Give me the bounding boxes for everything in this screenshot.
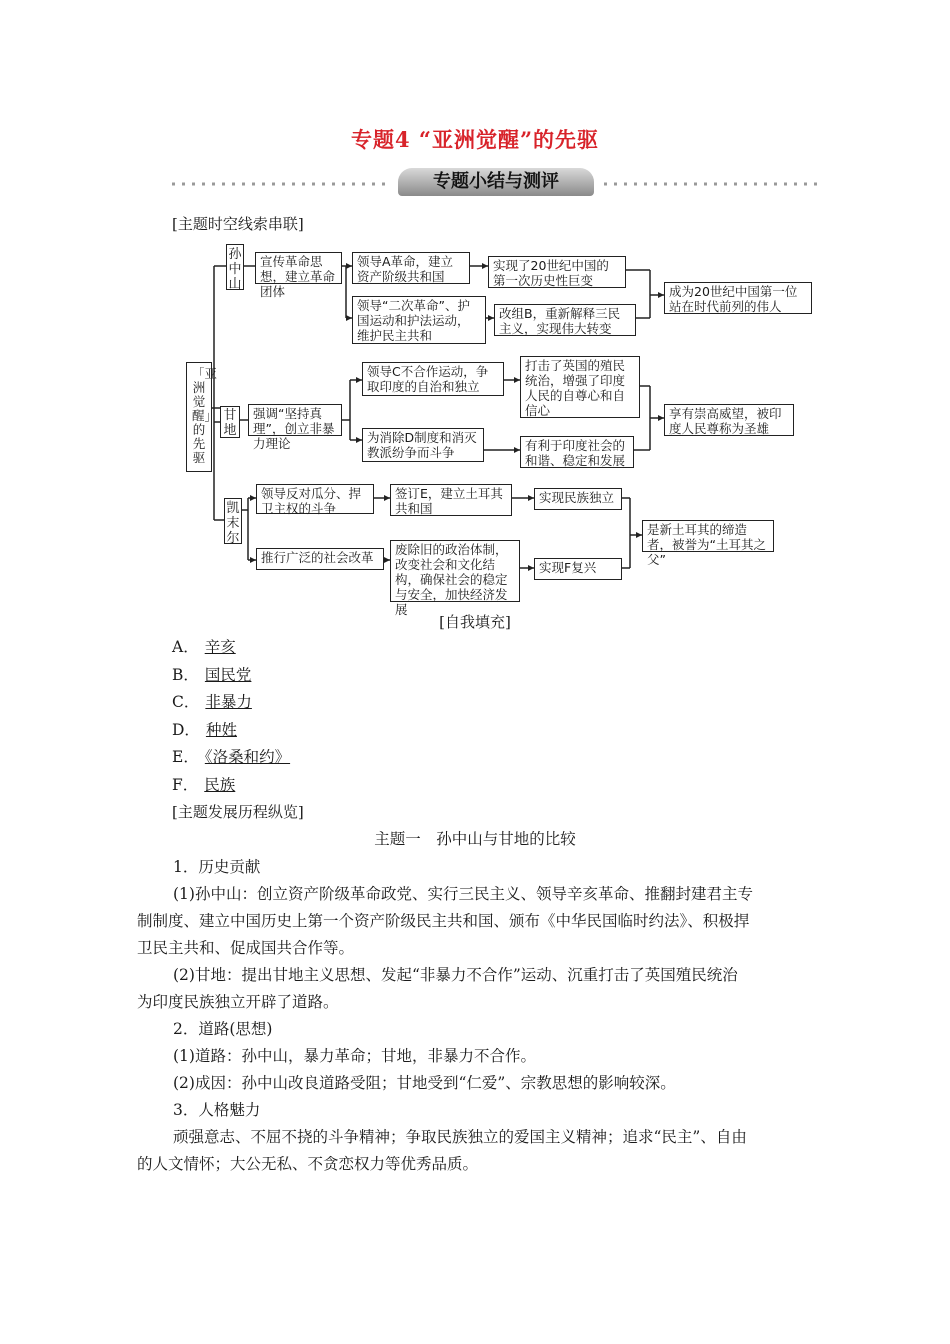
gandhi-node-2b: 为消除D制度和消灭教派纷争而斗争	[362, 428, 484, 462]
sun-node-1: 宣传革命思想，建立革命团体	[255, 252, 342, 284]
answer-letter: A．	[172, 638, 199, 656]
answer-letter: C．	[172, 693, 200, 712]
answer-text: 国民党	[204, 665, 252, 684]
answer-text: 辛亥	[204, 638, 236, 656]
theme-heading: 主题一 孙中山与甘地的比较	[374, 830, 576, 848]
sun-node-3b: 改组B，重新解释三民主义，实现伟大转变	[494, 304, 636, 336]
para-charisma-line1: 顽强意志、不屈不挠的斗争精神；争取民族独立的爱国主义精神；追求“民主”、自由	[173, 1128, 747, 1146]
gandhi-node-2a: 领导C不合作运动，争取印度的自治和独立	[362, 362, 504, 396]
para-sun-line3: 卫民主共和、促成国共合作等。	[137, 939, 355, 957]
sun-node-4: 成为20世纪中国第一位站在时代前列的伟人	[664, 282, 812, 314]
answer-letter: E．	[172, 748, 199, 767]
page-title: 专题4 “亚洲觉醒”的先驱	[350, 127, 600, 152]
answer-item	[172, 773, 235, 795]
branch-kemal-label: 凯末尔	[226, 501, 240, 546]
kemal-node-4: 是新土耳其的缔造者，被誉为“土耳其之父”	[642, 520, 774, 552]
kemal-node-3a: 实现民族独立	[534, 488, 622, 510]
branch-sun	[226, 244, 244, 290]
branch-gandhi	[220, 406, 240, 438]
answer-letter: B．	[172, 665, 199, 684]
kemal-node-2a: 签订E，建立土耳其共和国	[390, 484, 512, 516]
answer-item	[172, 690, 252, 712]
branch-gandhi-label: 甘地	[223, 408, 237, 438]
concept-diagram	[0, 0, 950, 617]
sun-node-3a: 实现了20世纪中国的第一次历史性巨变	[488, 256, 626, 288]
kemal-node-1b: 推行广泛的社会改革	[256, 548, 384, 570]
answer-text: 非暴力	[205, 693, 252, 712]
root-label: 「亚洲觉醒」的先驱	[192, 366, 218, 465]
para-gandhi-line1: (2)甘地：提出甘地主义思想、发起“非暴力不合作”运动、沉重打击了英国殖民统治	[173, 966, 738, 984]
answer-text: 《洛桑和约》	[204, 748, 291, 767]
answer-letter: F．	[172, 776, 199, 794]
heading-road: 2．道路(思想)	[173, 1020, 273, 1038]
answer-item	[172, 663, 251, 685]
kemal-node-3b: 实现F复兴	[534, 558, 622, 580]
para-sun-line2: 制制度、建立中国历史上第一个资产阶级民主共和国、颁布《中华民国临时约法》、积极捍	[137, 912, 750, 930]
answer-item	[172, 635, 236, 657]
answer-text: 民族	[204, 776, 236, 794]
kemal-node-2b: 废除旧的政治体制，改变社会和文化结构，确保社会的稳定与安全，加快经济发展	[390, 540, 520, 602]
sun-node-2b: 领导“二次革命”、护国运动和护法运动，维护民主共和	[352, 296, 486, 344]
branch-kemal	[224, 498, 242, 544]
heading-contribution: 1．历史贡献	[173, 858, 261, 876]
answer-item	[172, 718, 237, 740]
banner-label: 专题小结与测评	[398, 168, 594, 196]
kemal-node-1a: 领导反对瓜分、捍卫主权的斗争	[256, 484, 374, 514]
heading-charisma: 3．人格魅力	[173, 1101, 261, 1119]
section-heading-timeline: [主题时空线索串联]	[172, 215, 304, 233]
gandhi-node-4: 享有崇高威望，被印度人民尊称为圣雄	[664, 404, 794, 436]
gandhi-node-3a: 打击了英国的殖民统治，增强了印度人民的自尊心和自信心	[520, 356, 640, 418]
answer-text: 种姓	[205, 720, 237, 739]
answer-letter: D．	[172, 720, 200, 739]
sun-node-2a: 领导A革命，建立资产阶级共和国	[352, 252, 470, 284]
para-cause: (2)成因：孙中山改良道路受阻；甘地受到“仁爱”、宗教思想的影响较深。	[173, 1074, 676, 1092]
gandhi-node-1: 强调“坚持真理”，创立非暴力理论	[248, 404, 342, 436]
para-sun-line1: (1)孙中山：创立资产阶级革命政党、实行三民主义、领导辛亥革命、推翻封建君主专	[173, 885, 753, 903]
gandhi-node-3b: 有利于印度社会的和谐、稳定和发展	[520, 436, 634, 468]
branch-sun-label: 孙中山	[228, 247, 242, 292]
para-road: (1)道路：孙中山，暴力革命；甘地，非暴力不合作。	[173, 1047, 536, 1065]
answer-item	[172, 745, 290, 767]
para-gandhi-line2: 为印度民族独立开辟了道路。	[137, 993, 339, 1011]
section-heading-development: [主题发展历程纵览]	[172, 803, 304, 821]
self-fill-heading: [自我填充]	[439, 613, 511, 631]
root-node	[186, 362, 218, 472]
para-charisma-line2: 的人文情怀；大公无私、不贪恋权力等优秀品质。	[137, 1155, 479, 1173]
